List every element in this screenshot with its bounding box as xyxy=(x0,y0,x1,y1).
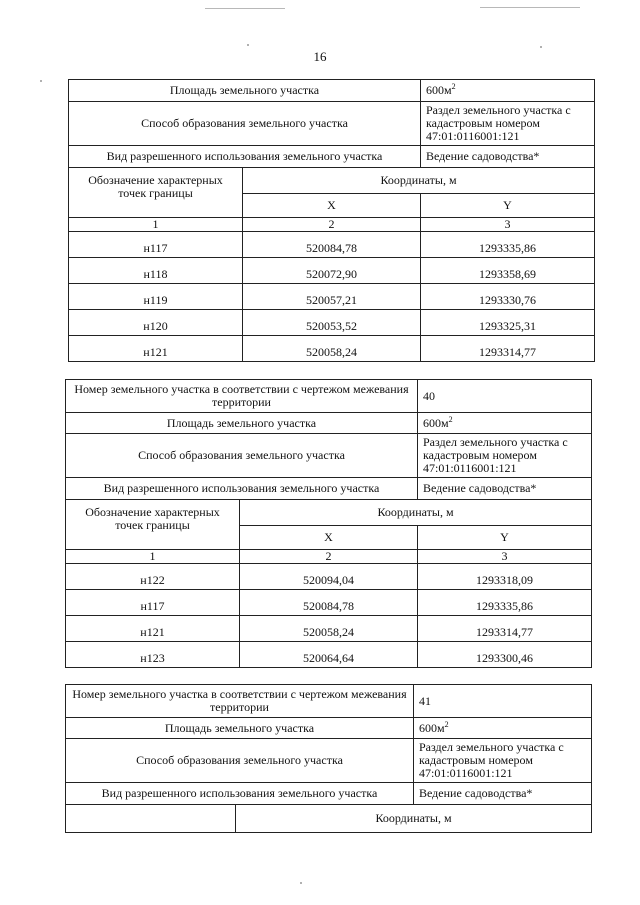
point-y: 1293335,86 xyxy=(418,590,592,616)
point-name: н121 xyxy=(69,336,243,362)
x-header: X xyxy=(240,526,418,550)
scan-artifact xyxy=(205,8,285,9)
permitted-use-value: Ведение садоводства* xyxy=(414,783,592,805)
point-x: 520057,21 xyxy=(243,284,421,310)
point-y: 1293318,09 xyxy=(418,564,592,590)
permitted-use-label: Вид разрешенного использования земельного участка xyxy=(69,146,421,168)
point-x: 520064,64 xyxy=(240,642,418,668)
coordinates-table xyxy=(65,804,592,833)
point-x: 520053,52 xyxy=(243,310,421,336)
point-name: н119 xyxy=(69,284,243,310)
point-x: 520084,78 xyxy=(240,590,418,616)
formation-method-value: Раздел земельного участка с кадастровым номером 47:01:0116001:121 xyxy=(421,102,595,146)
point-y: 1293330,76 xyxy=(421,284,595,310)
table-row xyxy=(69,284,595,310)
coordinates-table xyxy=(65,499,592,668)
parcel-number-label: Номер земельного участка в соответствии с чертежом межевания территории xyxy=(66,380,418,413)
page-number: 16 xyxy=(313,49,327,64)
parcel-block-40 xyxy=(65,379,591,668)
scan-speck xyxy=(300,882,302,884)
parcel-attributes-table xyxy=(65,684,592,805)
scan-speck xyxy=(40,80,42,82)
area-value: $600м^2$ xyxy=(418,413,592,434)
point-x: 520084,78 xyxy=(243,232,421,258)
scan-speck xyxy=(247,44,249,46)
scan-artifact xyxy=(480,7,580,8)
column-index-3: 3 xyxy=(421,218,595,232)
point-y: 1293358,69 xyxy=(421,258,595,284)
points-designation-header: Обозначение характерных точек границы xyxy=(66,500,240,550)
point-y: 1293314,77 xyxy=(418,616,592,642)
x-header: X xyxy=(243,194,421,218)
points-designation-header-blank xyxy=(66,805,236,833)
permitted-use-label: Вид разрешенного использования земельного участка xyxy=(66,783,414,805)
formation-method-value: Раздел земельного участка с кадастровым номером 47:01:0116001:121 xyxy=(414,739,592,783)
scan-speck xyxy=(540,46,542,48)
point-x: 520058,24 xyxy=(240,616,418,642)
point-name: н120 xyxy=(69,310,243,336)
parcel-number-value: 40 xyxy=(418,380,592,413)
area-label: Площадь земельного участка xyxy=(66,718,414,739)
coordinates-header: Координаты, м xyxy=(240,500,592,526)
table-row xyxy=(66,590,592,616)
y-header: Y xyxy=(418,526,592,550)
table-row xyxy=(69,258,595,284)
formation-method-label: Способ образования земельного участка xyxy=(69,102,421,146)
area-label: Площадь земельного участка xyxy=(66,413,418,434)
column-index-2: 2 xyxy=(240,550,418,564)
point-x: 520072,90 xyxy=(243,258,421,284)
point-name: н118 xyxy=(69,258,243,284)
column-index-3: 3 xyxy=(418,550,592,564)
parcel-attributes-table xyxy=(68,79,595,168)
point-y: 1293314,77 xyxy=(421,336,595,362)
coordinates-header: Координаты, м xyxy=(243,168,595,194)
area-value: $600м^2$ xyxy=(414,718,592,739)
permitted-use-label: Вид разрешенного использования земельного участка xyxy=(66,478,418,500)
parcel-number-value: 41 xyxy=(414,685,592,718)
table-row xyxy=(69,336,595,362)
table-row xyxy=(69,310,595,336)
formation-method-value: Раздел земельного участка с кадастровым номером 47:01:0116001:121 xyxy=(418,434,592,478)
point-y: 1293335,86 xyxy=(421,232,595,258)
column-index-2: 2 xyxy=(243,218,421,232)
column-index-1: 1 xyxy=(69,218,243,232)
point-y: 1293325,31 xyxy=(421,310,595,336)
point-name: н123 xyxy=(66,642,240,668)
coordinates-table xyxy=(68,167,595,362)
point-name: н121 xyxy=(66,616,240,642)
table-row xyxy=(66,564,592,590)
formation-method-label: Способ образования земельного участка xyxy=(66,434,418,478)
parcel-number-label: Номер земельного участка в соответствии с чертежом межевания территории xyxy=(66,685,414,718)
parcel-block-1 xyxy=(68,79,594,362)
table-row xyxy=(66,642,592,668)
point-y: 1293300,46 xyxy=(418,642,592,668)
parcel-attributes-table xyxy=(65,379,592,500)
parcel-block-41 xyxy=(65,684,591,833)
point-name: н117 xyxy=(66,590,240,616)
permitted-use-value: Ведение садоводства* xyxy=(418,478,592,500)
column-index-1: 1 xyxy=(66,550,240,564)
formation-method-label: Способ образования земельного участка xyxy=(66,739,414,783)
point-name: н122 xyxy=(66,564,240,590)
area-label: Площадь земельного участка xyxy=(69,80,421,102)
point-x: 520094,04 xyxy=(240,564,418,590)
points-designation-header: Обозначение характерных точек границы xyxy=(69,168,243,218)
area-value: $600м^2$ xyxy=(421,80,595,102)
table-row xyxy=(66,616,592,642)
coordinates-header: Координаты, м xyxy=(236,805,592,833)
y-header: Y xyxy=(421,194,595,218)
point-x: 520058,24 xyxy=(243,336,421,362)
permitted-use-value: Ведение садоводства* xyxy=(421,146,595,168)
point-name: н117 xyxy=(69,232,243,258)
table-row xyxy=(69,232,595,258)
